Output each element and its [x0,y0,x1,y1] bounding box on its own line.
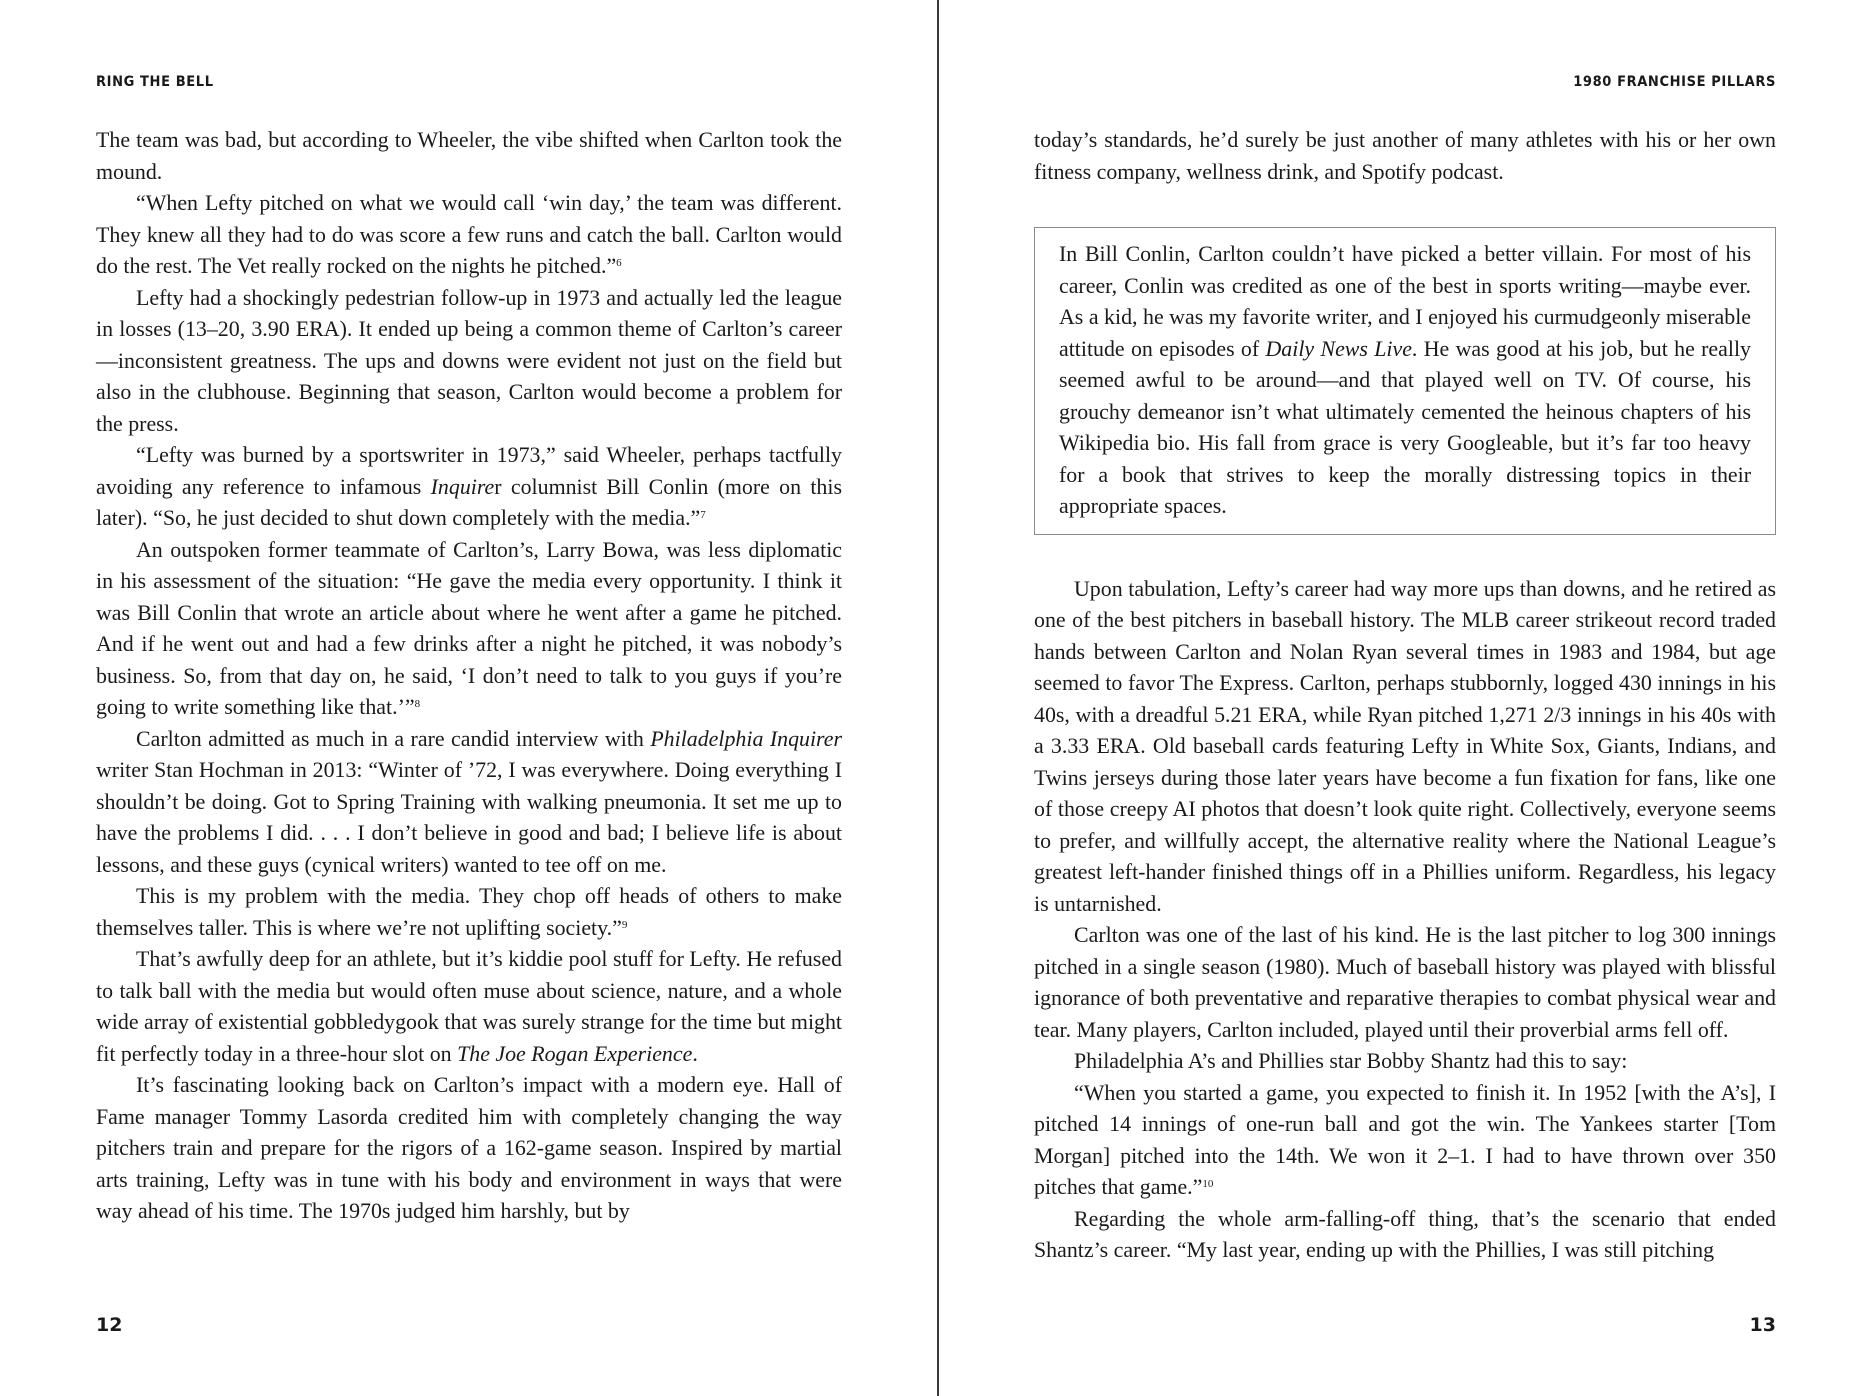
right-page [1034,0,1776,1396]
italic-title: Philadelphia Inquirer [650,725,842,751]
footnote-reference: 10 [1202,1178,1214,1190]
left-page-body-text [96,124,842,1227]
text-run: “When Lefty pitched on what we would call ‘win day,’ the team was different. They knew all they had to do was score a few runs and catch the ball. Carlton would do the rest. The Vet really rocked on the nights he pitched.” [96,190,842,278]
sidebar-box [1034,227,1776,535]
right-page-body-text [1034,124,1776,1266]
italic-title: Inquire [430,473,495,499]
page-number: 12 [96,1314,123,1336]
paragraph [1034,1045,1776,1077]
paragraph [96,187,842,282]
paragraph [96,439,842,534]
text-run: Regarding the whole arm-falling-off thing, that’s the scenario that ended Shantz’s career. “My last year, ending up with the Phillies, I was still pitching [1034,1205,1776,1262]
text-run: . He was good at his job, but he really seemed awful to be around—and that played well on TV. Of course, his grouchy demeanor isn’t what ultimately cemented the heinous chapters of his Wikipedia bio. His fall from grace is very Googleable, but it’s far too heavy for a book that strives to keep the morally distressing topics in their appropriate spaces. [1059,335,1751,518]
paragraph [1034,919,1776,1045]
paragraph [1034,1203,1776,1266]
paragraph [96,534,842,723]
footnote-reference: 9 [621,918,628,931]
spine-divider [937,0,939,1396]
text-run: The team was bad, but according to Wheeler, the vibe shifted when Carlton took the mound. [96,127,842,184]
footnote-reference: 6 [616,257,622,269]
paragraph [1034,573,1776,920]
paragraph [96,1069,842,1227]
text-run: This is my problem with the media. They chop off heads of others to make themselves taller. This is where we’re not uplifting society.” [96,883,842,940]
body-text-after-sidebar [1034,573,1776,1266]
text-run: In Bill Conlin, Carlton couldn’t have picked a better villain. For most of his career, Conlin was credited as one of the best in sports writing—maybe ever. As a kid, he was my favorite writer, and I enjoyed his curmudgeonly miserable attitude on episodes of [1059,241,1751,361]
paragraph [96,880,842,943]
running-head-chapter-title: 1980 FRANCHISE PILLARS [1573,74,1776,90]
italic-title: Daily News Live [1265,335,1412,361]
text-run: Lefty had a shockingly pedestrian follow-up in 1973 and actually led the league in losses (13–20, 3.90 ERA). It ended up being a common theme of Carlton’s career—inconsistent greatness. The ups and downs were evident not just on the field but also in the clubhouse. Beginning that season, Carlton would become a problem for the press. [96,284,842,436]
text-run: writer Stan Hochman in 2013: “Winter of ’72, I was everywhere. Doing everything I shouldn’t be doing. Got to Spring Training with walking pneumonia. It set me up to have the problems I did. . . . I don’t believe in good and bad; I believe life is about lessons, and these guys (cynical writers) wanted to tee off on me. [96,757,842,877]
text-run: . [692,1040,698,1066]
italic-title: The Joe Rogan Experience [457,1040,693,1066]
paragraph [96,943,842,1069]
text-run: r columnist Bill Conlin (more on this later). “So, he just decided to shut down completely with the media.” [96,473,842,530]
text-run: Upon tabulation, Lefty’s career had way more ups than downs, and he retired as one of the best pitchers in baseball history. The MLB career strikeout record traded hands between Carlton and Nolan Ryan several times in 1983 and 1984, but age seemed to favor The Express. Carlton, perhaps stubbornly, logged 430 innings in his 40s, with a dreadful 5.21 ERA, while Ryan pitched 1,271 2/3 innings in his 40s with a 3.33 ERA. Old baseball cards featuring Lefty in White Sox, Giants, Indians, and Twins jerseys during those later years have become a fun fixation for fans, like one of those creepy AI photos that doesn’t look quite right. Collectively, everyone seems to prefer, and willfully accept, the alternative reality where the National League’s greatest left-hander finished things off in a Phillies uniform. Regardless, his legacy is untarnished. [1034,575,1776,916]
paragraph [96,124,842,187]
footnote-reference: 8 [414,698,421,710]
text-run: “Lefty was burned by a sportswriter in 1973,” said Wheeler, perhaps tactfully avoiding any reference to infamous [96,442,842,499]
footnote-reference: 7 [700,509,706,521]
paragraph [1034,1077,1776,1203]
left-page [96,0,842,1396]
text-run: Carlton was one of the last of his kind. He is the last pitcher to log 300 innings pitched in a single season (1980). Much of baseball history was played with blissful ignorance of both preventative and reparative therapies to combat physical wear and tear. Many players, Carlton included, played until their proverbial arms fell off. [1034,922,1776,1042]
text-run: Philadelphia A’s and Phillies star Bobby Shantz had this to say: [1074,1048,1628,1073]
running-head-book-title: RING THE BELL [96,74,214,90]
text-run: Carlton admitted as much in a rare candid interview with [136,725,651,751]
sidebar-paragraph [1059,238,1751,522]
paragraph [1034,124,1776,187]
text-run: today’s standards, he’d surely be just another of many athletes with his or her own fitness company, wellness drink, and Spotify podcast. [1034,127,1776,184]
text-run: An outspoken former teammate of Carlton’s, Larry Bowa, was less diplomatic in his assessment of the situation: “He gave the media every opportunity. I think it was Bill Conlin that wrote an article about where he went after a game he pitched. And if he went out and had a few drinks after a night he pitched, it was nobody’s business. So, from that day on, he said, ‘I don’t need to talk to you guys if you’re going to write something like that.’” [96,536,842,719]
body-text-before-sidebar [1034,124,1776,187]
page-number: 13 [1749,1314,1776,1336]
text-run: It’s fascinating looking back on Carlton’s impact with a modern eye. Hall of Fame manager Tommy Lasorda credited him with completely changing the way pitchers train and prepare for the rigors of a 162-game season. Inspired by martial arts training, Lefty was in tune with his body and environment in ways that were way ahead of his time. The 1970s judged him harshly, but by [96,1072,842,1223]
text-run: That’s awfully deep for an athlete, but it’s kiddie pool stuff for Lefty. He refused to talk ball with the media but would often muse about science, nature, and a whole wide array of existential gobbledygook that was surely strange for the time but might fit perfectly today in a three-hour slot on [96,946,842,1066]
paragraph [96,723,842,881]
paragraph [96,282,842,440]
text-run: “When you started a game, you expected to finish it. In 1952 [with the A’s], I pitched 14 innings of one-run ball and got the win. The Yankees starter [Tom Morgan] pitched into the 14th. We won it 2–1. I had to have thrown over 350 pitches that game.” [1034,1079,1776,1199]
